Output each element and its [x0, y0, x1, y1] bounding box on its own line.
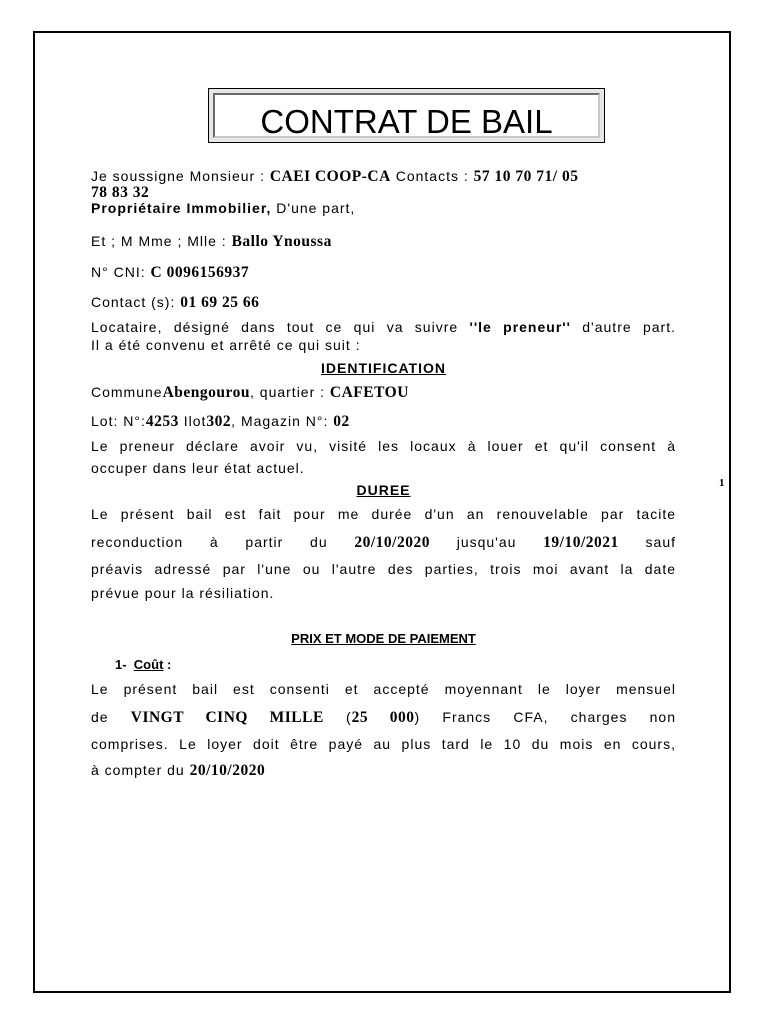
cni-value: C 0096156937 [150, 264, 250, 281]
quartier-value: CAFETOU [329, 384, 409, 401]
cout-item [91, 657, 676, 673]
duree-line-1: Le présent bail est fait pour me durée d'un an renouvelable par tacite [91, 506, 676, 522]
tenant-name: Ballo Ynoussa [231, 233, 332, 250]
owner-prefix: Je soussigne Monsieur : [91, 168, 270, 184]
paiement-line2-end: Francs CFA, charges non [420, 709, 676, 725]
paiement-line-2 [91, 705, 676, 730]
paiement-line-3: comprises. Le loyer doit être payé au plus tard le 10 du mois en cours, [91, 736, 676, 752]
commune-line [91, 384, 676, 401]
identification-text-2: occuper dans leur état actuel. [91, 460, 305, 476]
owner-contacts-label: Contacts : [390, 168, 474, 184]
owner-role: Propriétaire Immobilier, [91, 200, 272, 216]
owner-role-line [91, 200, 676, 216]
page-number: 1 [719, 477, 725, 489]
ilot-label: Ilot [178, 413, 207, 429]
title-inner [213, 93, 600, 138]
tenant-prefix: Et ; M Mme ; Mlle : [91, 233, 232, 249]
contact-value: 01 69 25 66 [180, 294, 260, 311]
duree-line2-start: reconduction à partir du [91, 534, 355, 550]
cni-line [91, 264, 676, 281]
from-date: 20/10/2020 [189, 762, 266, 779]
cni-label: N° CNI: [91, 264, 151, 280]
title-box [208, 88, 605, 143]
cout-number: 1- [115, 657, 127, 672]
paren-close: ) [414, 709, 421, 725]
owner-name: CAEI COOP-CA [269, 168, 391, 185]
tenant-line [91, 233, 676, 250]
paiement-line-1: Le présent bail est consenti et accepté moyennant le loyer mensuel [91, 681, 676, 697]
quartier-label: , quartier : [250, 384, 330, 400]
cout-label: Coût [133, 657, 164, 672]
paiement-line2-start: de [91, 709, 131, 725]
locataire-start: Locataire, désigné dans tout ce qui va suivre [91, 319, 470, 335]
lot-value: 4253 [145, 413, 179, 430]
magazin-value: 02 [333, 413, 350, 430]
document-body [91, 168, 676, 783]
identification-heading: IDENTIFICATION [321, 360, 446, 376]
owner-role-suffix: D'une part, [271, 200, 356, 216]
paiement-line4-start: à compter du [91, 762, 190, 778]
owner-contacts-2: 78 83 32 [91, 184, 150, 201]
duree-heading: DUREE [356, 482, 411, 498]
lot-label: Lot: N°: [91, 413, 146, 429]
amount-value: 25 000 [351, 709, 415, 726]
locataire-end: d'autre part. [570, 319, 676, 335]
ilot-value: 302 [206, 413, 232, 430]
duree-line2-mid: jusqu'au [429, 534, 544, 550]
amount-words: VINGT CINQ MILLE [130, 709, 324, 726]
duree-line2-end: sauf [618, 534, 676, 550]
contact-line [91, 294, 676, 311]
locataire-line [91, 315, 676, 339]
paiement-line-4 [91, 758, 676, 783]
commune-label: Commune [91, 384, 163, 400]
lot-line [91, 413, 676, 430]
owner-contacts-line2 [91, 184, 676, 200]
contact-label: Contact (s): [91, 294, 181, 310]
end-date: 19/10/2021 [543, 534, 619, 551]
commune-value: Abengourou [162, 384, 250, 401]
owner-contacts-1: 57 10 70 71/ 05 [473, 168, 579, 185]
identification-text-1: Le preneur déclare avoir vu, visité les locaux à louer et qu'il consent à [91, 438, 676, 454]
cout-colon: : [163, 657, 172, 672]
paren-open: ( [323, 709, 352, 725]
document-title: CONTRAT DE BAIL [260, 103, 553, 140]
agreed-line: Il a été convenu et arrêté ce qui suit : [91, 337, 361, 353]
owner-line [91, 168, 676, 184]
preneur-term: ''le preneur'' [469, 319, 571, 335]
duree-line-3: préavis adressé par l'une ou l'autre des parties, trois moi avant la date [91, 561, 676, 577]
duree-line-2 [91, 530, 676, 555]
duree-line-4: prévue pour la résiliation. [91, 585, 275, 601]
magazin-label: , Magazin N°: [231, 413, 334, 429]
paiement-heading: PRIX ET MODE DE PAIEMENT [291, 631, 476, 646]
start-date: 20/10/2020 [354, 534, 430, 551]
